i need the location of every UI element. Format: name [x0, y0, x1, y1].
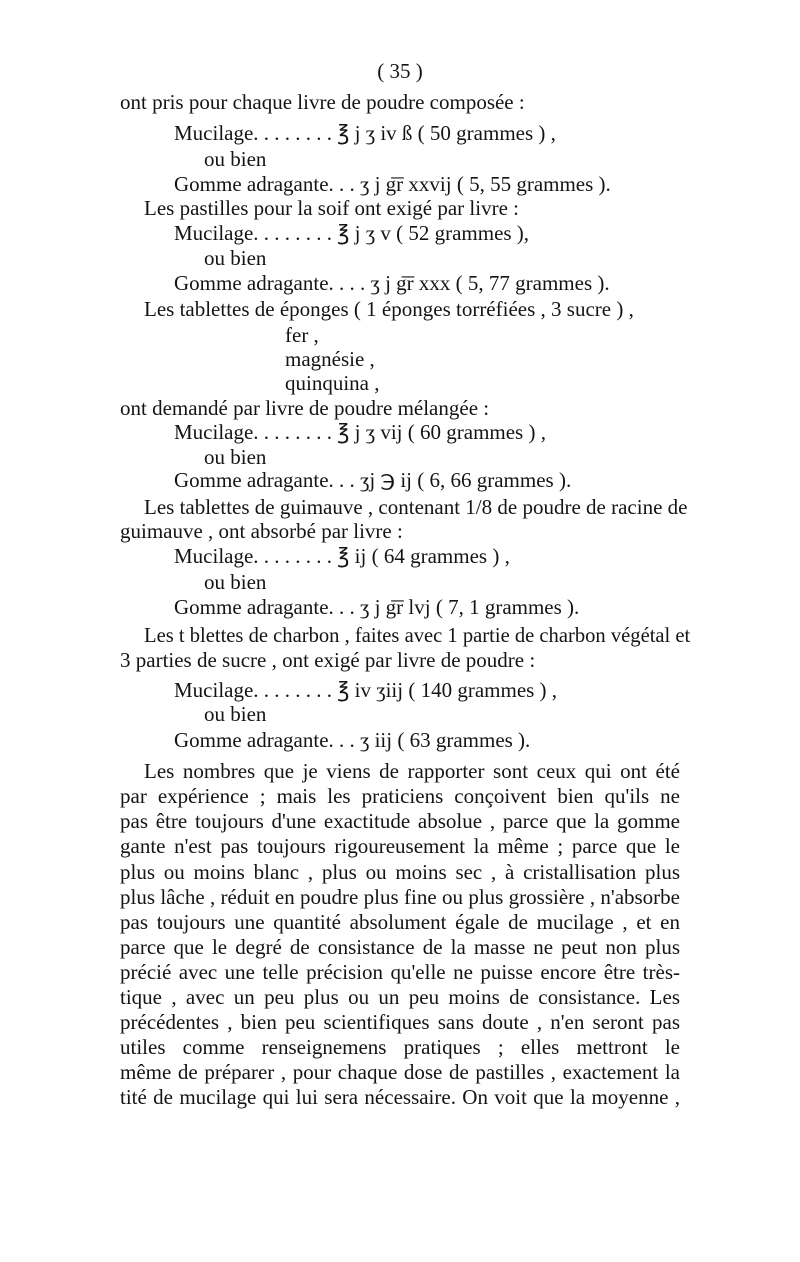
text-line: guimauve , ont absorbé par livre : [120, 519, 403, 543]
recipe-line: Gomme adragante. . . ʒ j g͞r lvj ( 7, 1 grammes ). [174, 595, 580, 619]
paragraph-line: même de préparer , pour chaque dose de pastilles , exactement la [120, 1060, 680, 1084]
paragraph-line: gante n'est pas toujours rigoureusement la même ; parce que le [120, 834, 680, 858]
paragraph-line: utiles comme renseignemens pratiques ; elles mettront le [120, 1035, 680, 1059]
alternative-line: ou bien [204, 147, 267, 171]
recipe-line: Gomme adragante. . . ʒ iij ( 63 grammes ). [174, 728, 531, 752]
recipe-line: Mucilage. . . . . . . . ℥ iv ʒiij ( 140 grammes ) , [174, 678, 558, 702]
paragraph-line: pas toujours une quantité absolument égale de mucilage , et en [120, 910, 680, 934]
paragraph-line: tique , avec un peu plus ou un peu moins de consistance. Les [120, 985, 680, 1009]
alternative-line: ou bien [204, 246, 267, 270]
paragraph-line: par expérience ; mais les praticiens conçoivent bien qu'ils ne [120, 784, 680, 808]
page-number: ( 35 ) [377, 59, 423, 83]
text-line: Les t blettes de charbon , faites avec 1 partie de charbon végétal et [144, 623, 691, 647]
alternative-line: ou bien [204, 570, 267, 594]
recipe-line: Mucilage. . . . . . . . ℥ j ʒ vij ( 60 grammes ) , [174, 420, 546, 444]
recipe-line: Mucilage. . . . . . . . ℥ j ʒ iv ß ( 50 grammes ) , [174, 121, 556, 145]
recipe-line: Gomme adragante. . . . ʒ j g͞r xxx ( 5, 77 grammes ). [174, 271, 610, 295]
recipe-line: Mucilage. . . . . . . . ℥ ij ( 64 grammes ) , [174, 544, 510, 568]
text-line: Les tablettes de guimauve , contenant 1/8 de poudre de racine de [144, 495, 688, 519]
paragraph-line: plus ou moins blanc , plus ou moins sec , à cristallisation plus [120, 860, 680, 884]
text-line: ont demandé par livre de poudre mélangée : [120, 396, 490, 420]
ingredient-line: magnésie , [285, 347, 375, 371]
text-line: 3 parties de sucre , ont exigé par livre de poudre : [120, 648, 536, 672]
ingredient-line: fer , [285, 323, 319, 347]
paragraph-line: précié avec une telle précision qu'elle ne puisse encore être très- [120, 960, 680, 984]
text-line: Les tablettes de éponges ( 1 éponges torréfiées , 3 sucre ) , [144, 297, 634, 321]
text-line: ont pris pour chaque livre de poudre composée : [120, 90, 525, 114]
paragraph-line: Les nombres que je viens de rapporter sont ceux qui ont été [144, 759, 680, 783]
alternative-line: ou bien [204, 445, 267, 469]
paragraph-line: tité de mucilage qui lui sera nécessaire. On voit que la moyenne , [120, 1085, 680, 1109]
alternative-line: ou bien [204, 702, 267, 726]
text-line: Les pastilles pour la soif ont exigé par livre : [144, 196, 519, 220]
recipe-line: Mucilage. . . . . . . . ℥ j ʒ v ( 52 grammes ), [174, 221, 530, 245]
paragraph-line: parce que le degré de consistance de la masse ne peut non plus [120, 935, 680, 959]
paragraph-line: pas être toujours d'une exactitude absolue , parce que la gomme [120, 809, 680, 833]
recipe-line: Gomme adragante. . . ʒ j g͞r xxvij ( 5, 55 grammes ). [174, 172, 611, 196]
recipe-line: Gomme adragante. . . ʒj ℈ ij ( 6, 66 grammes ). [174, 468, 572, 492]
paragraph-line: précédentes , bien peu scientifiques sans doute , n'en seront pas [120, 1010, 680, 1034]
ingredient-line: quinquina , [285, 371, 380, 395]
paragraph-line: plus lâche , réduit en poudre plus fine ou plus grossière , n'absorbe [120, 885, 680, 909]
